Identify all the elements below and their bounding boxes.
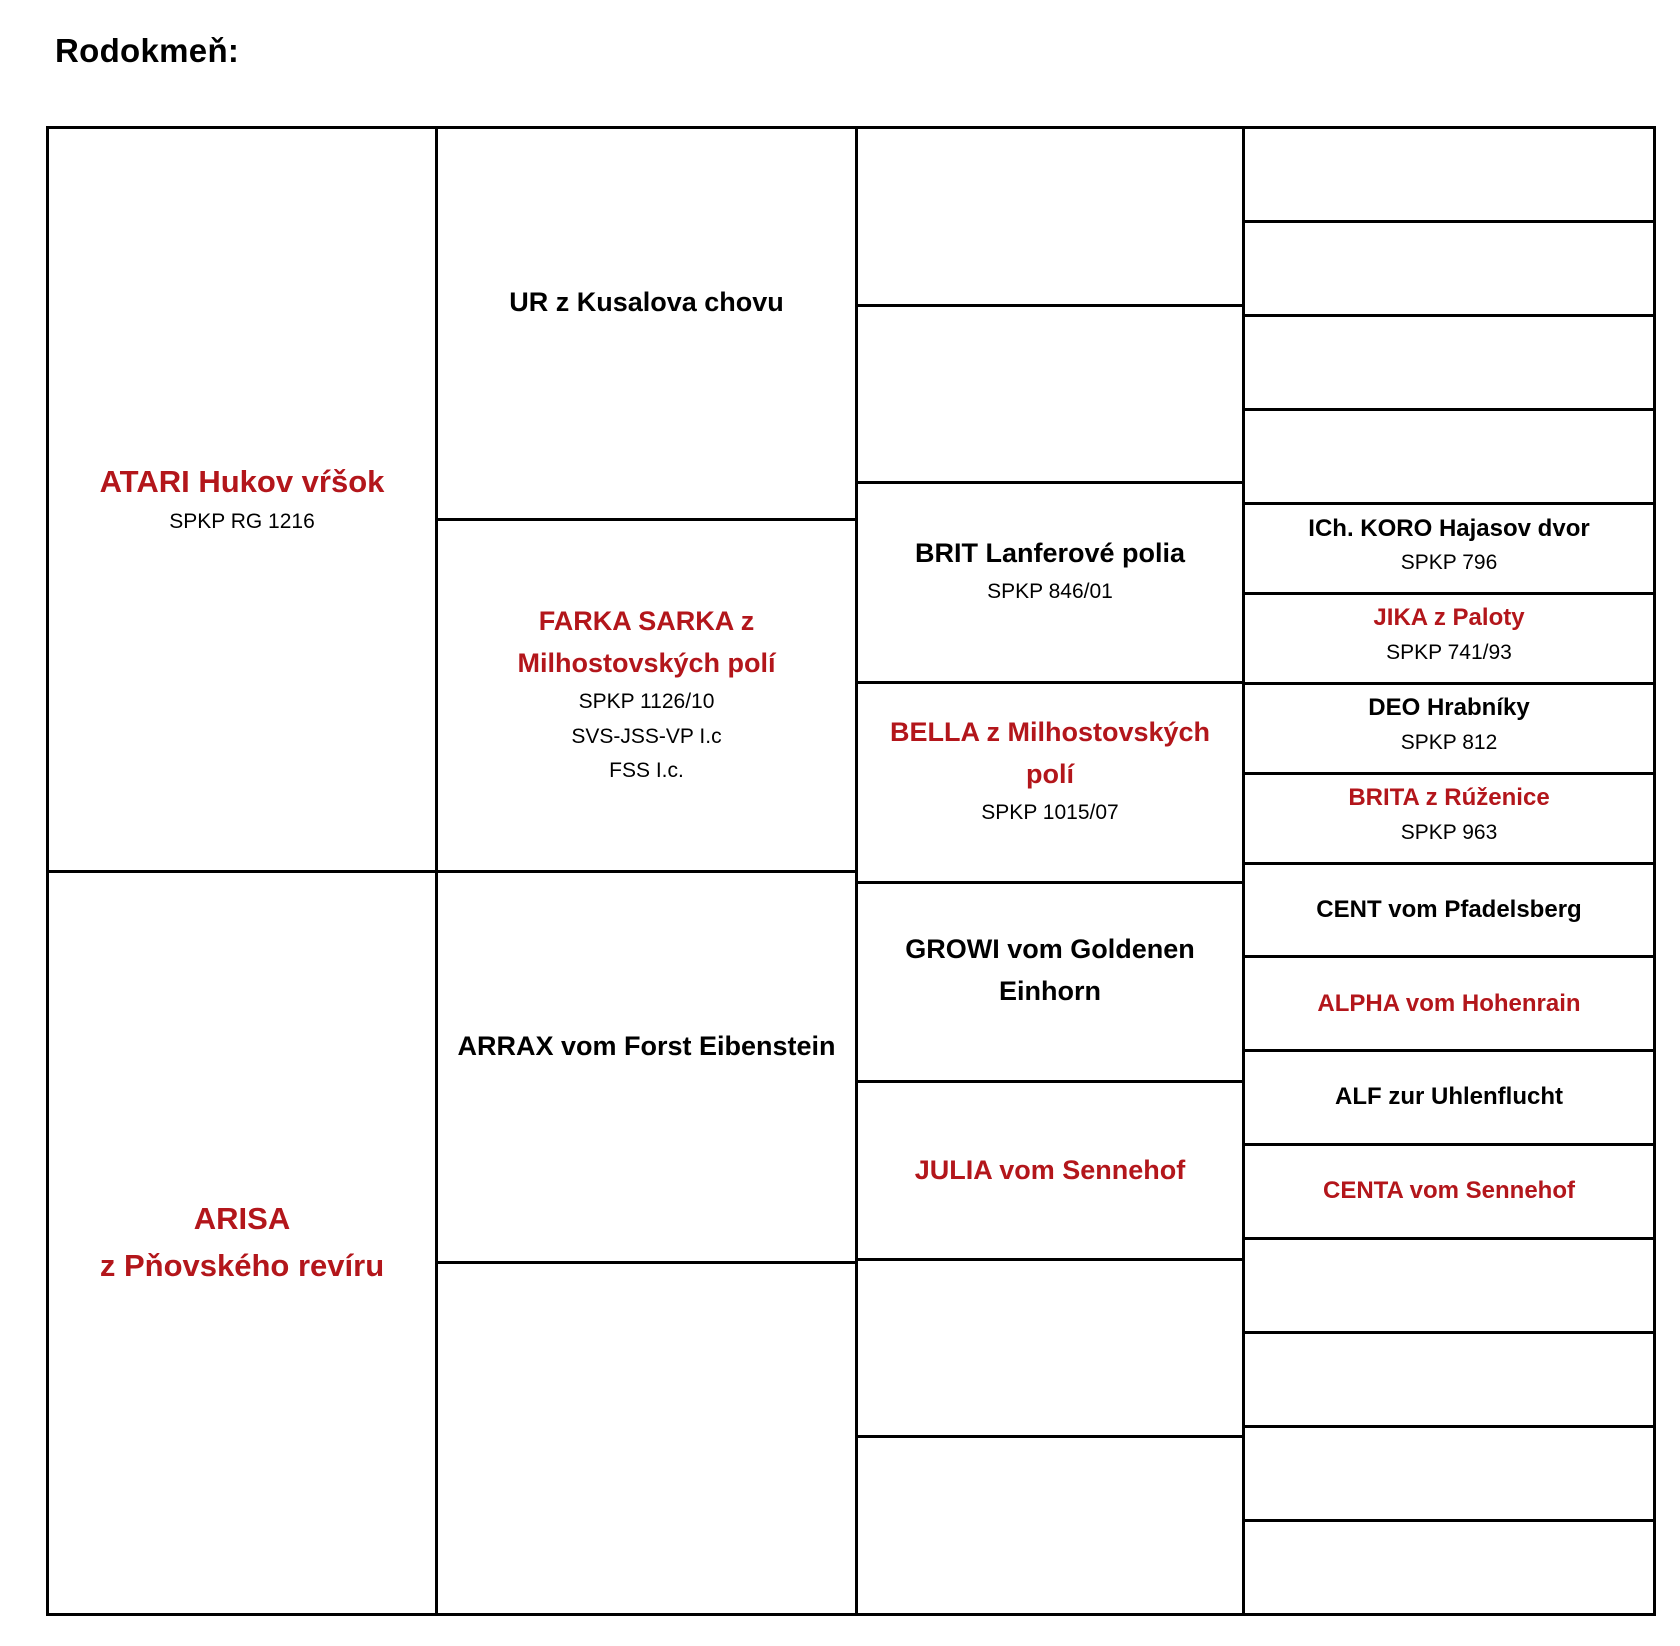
g3-cell-7: [858, 1261, 1242, 1439]
g3-cell-2: [858, 307, 1242, 485]
dam-sire-cell: [438, 873, 855, 1265]
g4-name-7: DEO Hrabníky: [1368, 694, 1530, 722]
g4-cell-5: [1245, 501, 1653, 595]
g3-name-4: BELLA z Milhostovských polí: [889, 717, 1211, 789]
g3-name-3: BRIT Lanferové polia: [914, 538, 1186, 569]
sire-dam-name: FARKA SARKA z: [538, 606, 755, 637]
generation-1-column: [49, 129, 438, 1613]
g4-cell-13: [1245, 1240, 1653, 1334]
g3-cell-5: [858, 884, 1242, 1084]
dam-cell: [49, 873, 435, 1614]
generation-2-column: [438, 129, 858, 1613]
g4-name-5: ICh. KORO Hajasov dvor: [1308, 514, 1590, 542]
g3-cell-1: [858, 129, 1242, 307]
g4-name-6: JIKA z Paloty: [1373, 604, 1525, 632]
sire-reg: SPKP RG 1216: [169, 510, 315, 534]
g4-cell-12: [1245, 1146, 1653, 1240]
dam-name-line2: z Pňovského revíru: [99, 1247, 385, 1283]
sire-dam-reg: SPKP 1126/10: [578, 690, 715, 713]
sire-cell: [49, 129, 435, 873]
generation-3-column: [858, 129, 1245, 1613]
g4-name-12: CENTA vom Sennehof: [1322, 1177, 1575, 1205]
sire-sire-name: UR z Kusalova chovu: [509, 287, 784, 318]
g3-reg-4: SPKP 1015/07: [981, 800, 1119, 824]
g3-cell-6: [858, 1083, 1242, 1261]
g3-reg-3: SPKP 846/01: [987, 580, 1113, 604]
pedigree-table: [46, 126, 1656, 1616]
g4-cell-11: [1245, 1052, 1653, 1146]
g3-cell-4: [858, 684, 1242, 884]
g4-cell-2: [1245, 223, 1653, 317]
g4-cell-6: [1245, 591, 1653, 685]
g4-cell-10: [1245, 958, 1653, 1052]
g4-reg-8: SPKP 963: [1400, 821, 1498, 845]
generation-4-column: [1245, 129, 1653, 1613]
g4-cell-14: [1245, 1334, 1653, 1428]
g3-cell-8: [858, 1438, 1242, 1613]
sire-dam-title-2: FSS I.c.: [609, 759, 684, 783]
sire-dam-cell: [438, 521, 855, 873]
g4-reg-5: SPKP 796: [1400, 551, 1498, 575]
g4-cell-15: [1245, 1428, 1653, 1522]
sire-name: ATARI Hukov vŕšok: [99, 463, 385, 499]
g3-name-5-line2: Einhorn: [999, 975, 1101, 1006]
g3-cell-3: [858, 484, 1242, 684]
dam-sire-name: ARRAX vom Forst Eibenstein: [457, 1030, 836, 1061]
dam-name: ARISA: [193, 1201, 291, 1237]
g3-name-5: GROWI vom Goldenen: [905, 933, 1195, 964]
g4-cell-9: [1245, 865, 1653, 959]
g4-name-10: ALPHA vom Hohenrain: [1317, 989, 1581, 1017]
g4-reg-7: SPKP 812: [1400, 731, 1498, 755]
sire-dam-name-line2: Milhostovských polí: [517, 648, 776, 679]
g3-name-6: JULIA vom Sennehof: [914, 1154, 1186, 1185]
g4-cell-8: [1245, 771, 1653, 865]
g4-name-9: CENT vom Pfadelsberg: [1316, 895, 1582, 923]
sire-sire-cell: [438, 129, 855, 521]
page-title: Rodokmeň:: [55, 32, 240, 69]
g4-name-8: BRITA z Rúženice: [1348, 784, 1550, 812]
dam-dam-cell: [438, 1264, 855, 1613]
g4-cell-3: [1245, 317, 1653, 411]
g4-cell-1: [1245, 129, 1653, 223]
g4-cell-7: [1245, 681, 1653, 775]
g4-name-11: ALF zur Uhlenflucht: [1335, 1083, 1563, 1111]
g4-cell-16: [1245, 1522, 1653, 1613]
g4-cell-4: [1245, 411, 1653, 505]
g4-reg-6: SPKP 741/93: [1386, 641, 1512, 665]
sire-dam-title: SVS-JSS-VP I.c: [571, 724, 722, 748]
